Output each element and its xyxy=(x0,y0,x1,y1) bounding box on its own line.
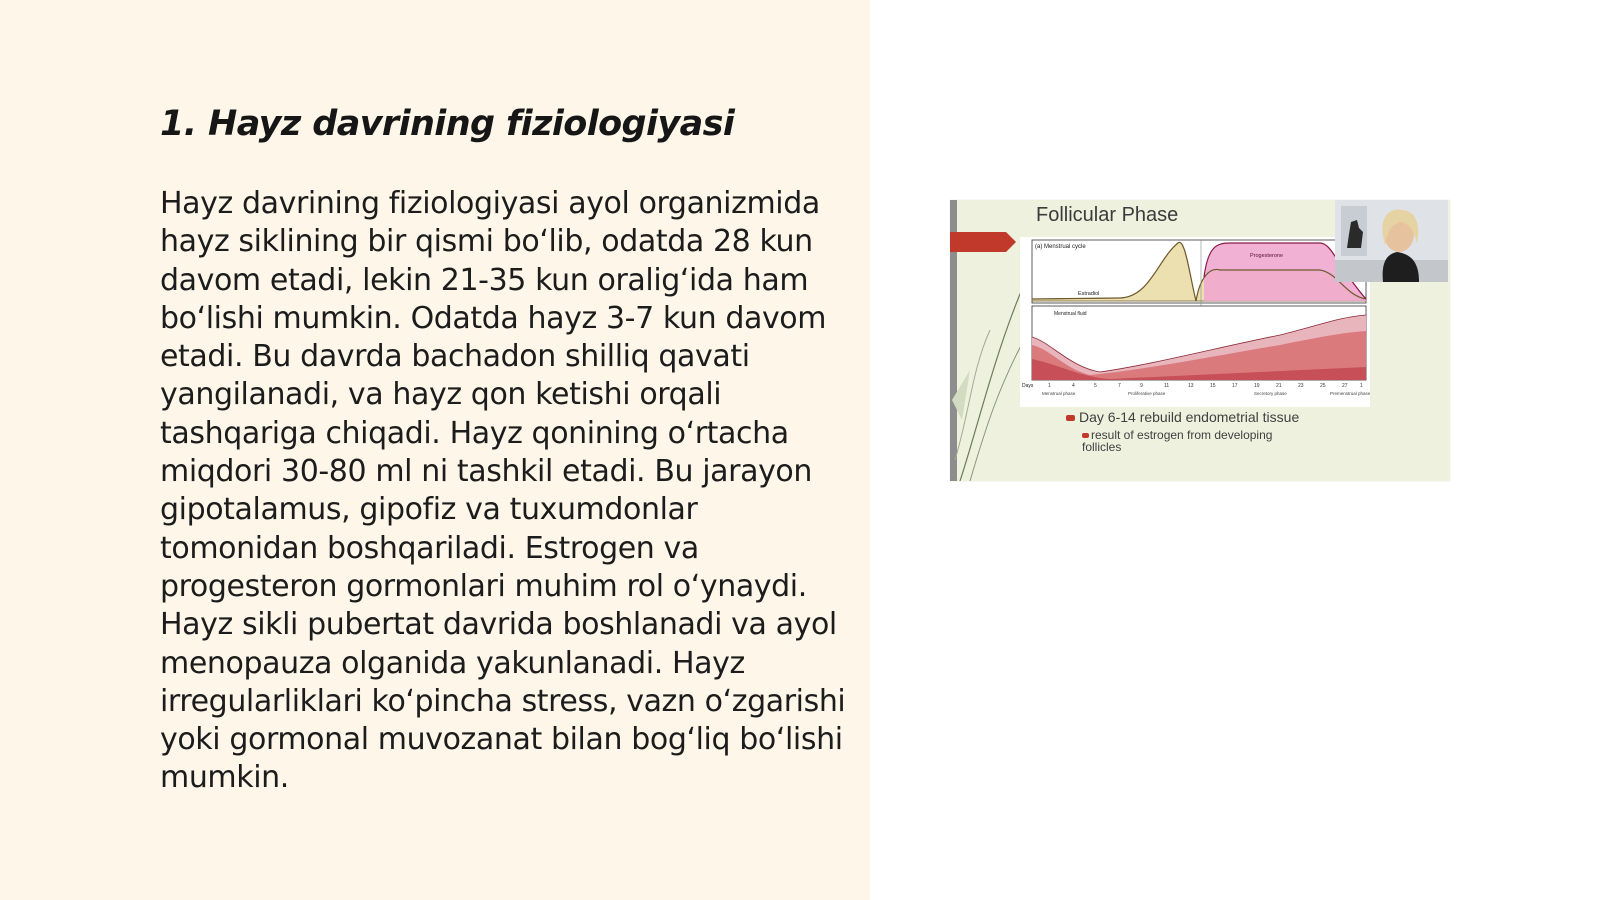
day-tick: 27 xyxy=(1342,383,1348,389)
day-tick: 25 xyxy=(1320,383,1326,389)
image-bullet-text: Day 6-14 rebuild endometrial tissue xyxy=(1079,409,1300,425)
phase-label: Menstrual phase xyxy=(1042,391,1076,396)
estradiol-label: Estradiol xyxy=(1078,291,1100,297)
image-bullet xyxy=(1066,409,1299,425)
day-tick: 11 xyxy=(1164,383,1170,389)
phase-label: Proliferative phase xyxy=(1128,391,1166,396)
bullet-icon xyxy=(1082,433,1089,438)
image-sub-bullet-text: result of estrogen from developing follicles xyxy=(1082,428,1273,454)
day-tick: 15 xyxy=(1210,383,1216,389)
presenter-video-icon xyxy=(1335,200,1448,282)
day-tick: 1 xyxy=(1360,383,1363,389)
day-tick: 21 xyxy=(1276,383,1282,389)
day-tick: 13 xyxy=(1188,383,1194,389)
slide-body-text: Hayz davrining fiziologiyasi ayol organizmida hayz siklining bir qismi bo‘lib, odatda 28 kun davom etadi, lekin 21-35 kun oralig‘ida ham bo‘lishi mumkin. Odatda hayz 3-7 kun davom etadi. Bu davrda bachadon shilliq qavati yangilanadi, va hayz qon ketishi orqali tashqariga chiqadi. Hayz qonining o‘rtacha miqdori 30-80 ml ni tashkil etadi. Bu jarayon gipotalamus, gipofiz va tuxumdonlar tomonidan boshqariladi. Estrogen va progesteron gormonlari muhim rol o‘ynaydi. Hayz sikli pubertat davrida boshlanadi va ayol menopauza olganida yakunlanadi. Hayz irregularliklari ko‘pincha stress, vazn o‘zgarishi yoki gormonal muvozanat bilan bog‘liq bo‘lishi mumkin. xyxy=(160,186,846,796)
bullet-icon xyxy=(1066,415,1075,421)
day-tick: 19 xyxy=(1254,383,1260,389)
day-tick: 4 xyxy=(1072,383,1075,389)
day-tick: 7 xyxy=(1118,383,1121,389)
phase-label: Premenstrual phase xyxy=(1330,391,1370,396)
progesterone-label: Progesterone xyxy=(1250,253,1284,259)
image-title: Follicular Phase xyxy=(1036,204,1179,226)
menstrual-fluid-label: Menstrual fluid xyxy=(1054,311,1087,317)
red-arrow-icon xyxy=(950,230,1020,254)
days-axis-label: Days xyxy=(1022,383,1034,389)
day-tick: 9 xyxy=(1140,383,1143,389)
day-tick: 17 xyxy=(1232,383,1238,389)
image-sub-bullet xyxy=(1082,429,1312,453)
day-tick: 23 xyxy=(1298,383,1304,389)
day-tick: 1 xyxy=(1048,383,1051,389)
panel-a-label: (a) Menstrual cycle xyxy=(1035,244,1086,250)
phase-label: Secretory phase xyxy=(1254,391,1287,396)
follicular-phase-slide-image xyxy=(950,200,1450,481)
menstrual-cycle-diagram xyxy=(1020,237,1370,407)
webcam-overlay xyxy=(1335,200,1448,282)
slide-title: 1. Hayz davrining fiziologiyasi xyxy=(160,104,735,144)
day-tick: 5 xyxy=(1094,383,1097,389)
